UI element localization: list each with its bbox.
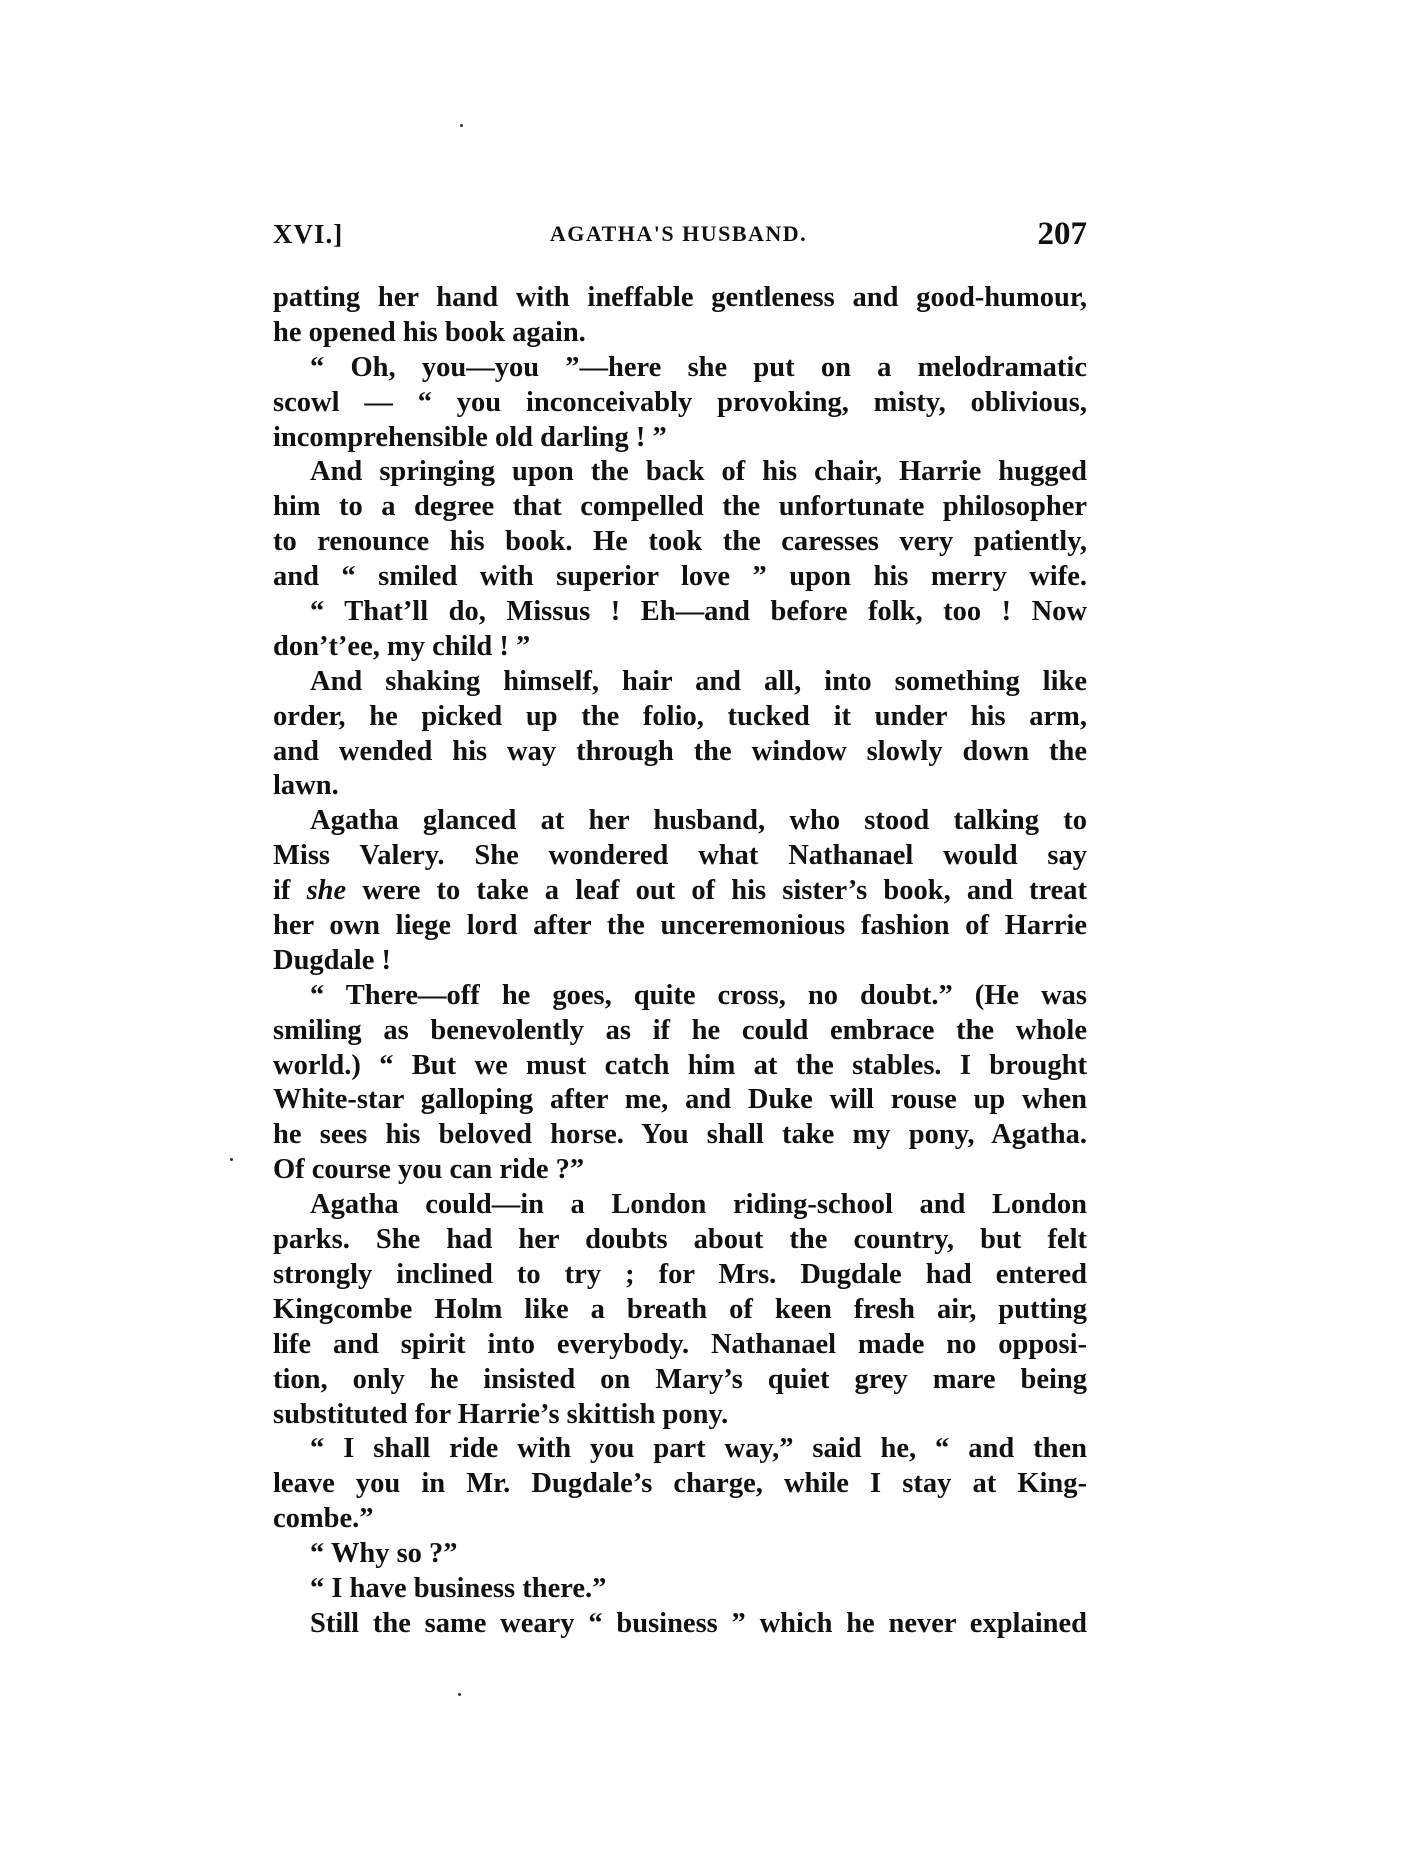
scan-speck xyxy=(230,1158,233,1161)
text-line: he opened his book again. xyxy=(273,316,586,348)
line-segment: if xyxy=(273,875,307,907)
text-line: “ Why so ?” xyxy=(310,1538,458,1570)
text-line: Dugdale ! xyxy=(273,944,391,976)
text-line: lawn. xyxy=(273,770,339,802)
text-line: incomprehensible old darling ! ” xyxy=(273,421,667,453)
text-line: patting her hand with ineffable gentleness and good-humour, xyxy=(273,282,1087,313)
text-line: strongly inclined to try ; for Mrs. Dugdale had entered xyxy=(273,1258,1087,1290)
text-line: Miss Valery. She wondered what Nathanael would say xyxy=(273,840,1087,872)
italic-word: she xyxy=(306,875,347,907)
text-line: substituted for Harrie’s skittish pony. xyxy=(273,1398,729,1430)
text-line: “ That’ll do, Missus ! Eh—and before folk, too ! Now xyxy=(310,596,1087,628)
text-line: “ Oh, you—you ”—here she put on a melodramatic xyxy=(310,351,1087,383)
text-line: order, he picked up the folio, tucked it under his arm, xyxy=(273,700,1087,732)
text-line: and “ smiled with superior love ” upon his merry wife. xyxy=(273,561,1087,593)
text-line: world.) “ But we must catch him at the stables. I brought xyxy=(273,1049,1087,1081)
text-line: And springing upon the back of his chair, Harrie hugged xyxy=(310,456,1087,488)
text-line: to renounce his book. He took the caresses very patiently, xyxy=(273,526,1087,558)
text-line: Agatha could—in a London riding-school and London xyxy=(310,1189,1087,1221)
line-segment: were to take a leaf out of his sister’s book, and treat xyxy=(346,875,1087,907)
text-line: Still the same weary “ business ” which he never explained xyxy=(310,1607,1087,1639)
text-line: and wended his way through the window slowly down the xyxy=(273,735,1087,767)
scan-speck xyxy=(458,1693,461,1696)
text-line: tion, only he insisted on Mary’s quiet grey mare being xyxy=(273,1363,1087,1395)
text-line: Agatha glanced at her husband, who stood talking to xyxy=(310,805,1087,837)
text-line: he sees his beloved horse. You shall take my pony, Agatha. xyxy=(273,1119,1087,1151)
text-line: scowl — “ you inconceivably provoking, misty, oblivious, xyxy=(273,386,1087,418)
text-line: leave you in Mr. Dugdale’s charge, while I stay at King- xyxy=(273,1468,1087,1500)
body-text xyxy=(273,281,1087,1642)
text-line: life and spirit into everybody. Nathanael made no opposi- xyxy=(273,1328,1087,1360)
text-line: “ There—off he goes, quite cross, no doubt.” (He was xyxy=(310,979,1087,1011)
text-line: Kingcombe Holm like a breath of keen fresh air, putting xyxy=(273,1293,1087,1325)
text-line: her own liege lord after the unceremonious fashion of Harrie xyxy=(273,910,1087,942)
text-line: him to a degree that compelled the unfortunate philosopher xyxy=(273,491,1087,523)
chapter-number: XVI.] xyxy=(273,219,344,249)
running-title xyxy=(0,214,1401,254)
text-line: combe.” xyxy=(273,1503,374,1535)
text-line: smiling as benevolently as if he could embrace the whole xyxy=(273,1014,1087,1046)
text-line: Of course you can ride ?” xyxy=(273,1154,585,1186)
text-line: don’t’ee, my child ! ” xyxy=(273,630,531,662)
text-line: And shaking himself, hair and all, into something like xyxy=(310,665,1087,697)
text-line: parks. She had her doubts about the country, but felt xyxy=(273,1224,1087,1256)
scan-speck xyxy=(460,124,463,127)
running-title-text: AGATHA'S HUSBAND. xyxy=(549,221,808,246)
page-number: 207 xyxy=(1037,216,1087,252)
text-line: “ I have business there.” xyxy=(310,1572,607,1604)
text-line: “ I shall ride with you part way,” said he, “ and then xyxy=(310,1433,1087,1465)
text-line: White-star galloping after me, and Duke will rouse up when xyxy=(273,1084,1087,1116)
text-line xyxy=(273,874,1087,909)
